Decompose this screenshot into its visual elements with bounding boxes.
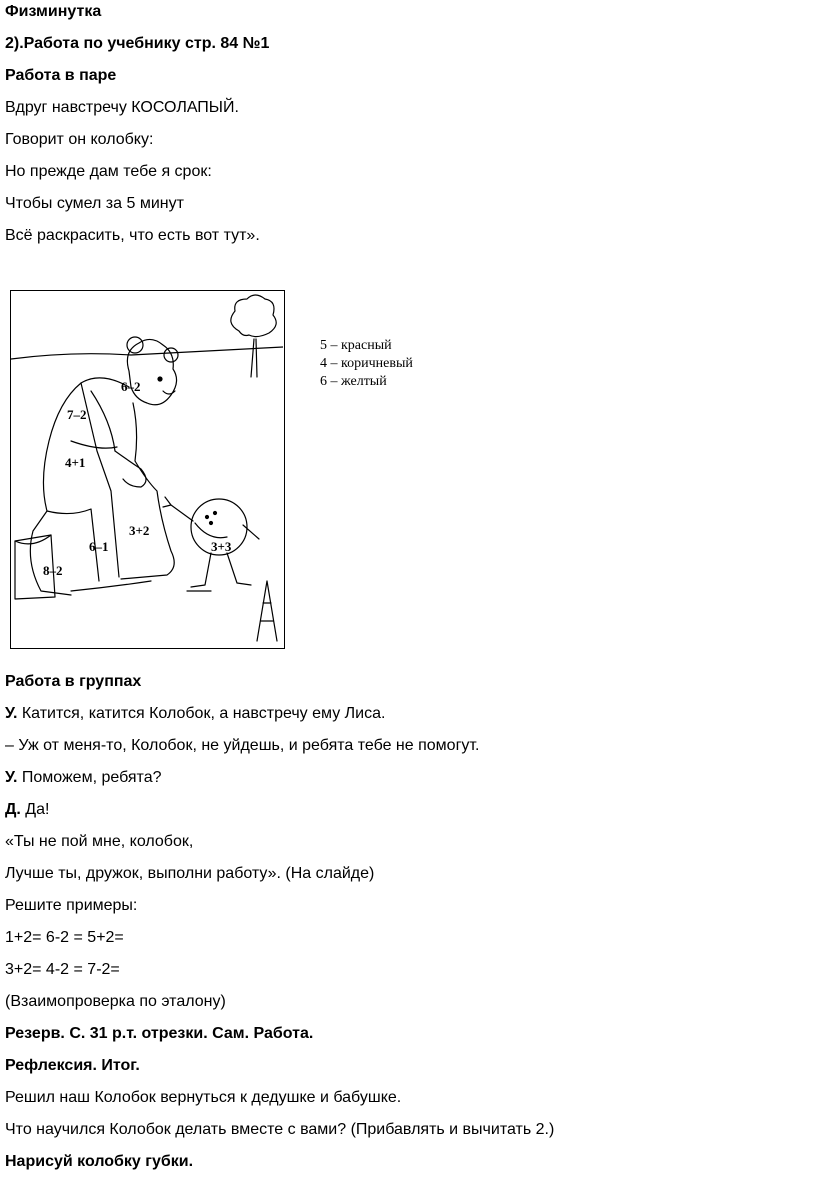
speech-text: Поможем, ребята?: [17, 769, 162, 786]
poem-line-5: Всё раскрасить, что есть вот тут».: [5, 227, 260, 244]
legend-item: 4 – коричневый: [320, 356, 413, 371]
heading-textbook-task: 2).Работа по учебнику стр. 84 №1: [5, 35, 270, 52]
label-kolobok: 3+3: [211, 539, 232, 554]
speech-text: Да!: [20, 801, 50, 818]
reflection-line-1: Решил наш Колобок вернуться к дедушке и бабушке.: [5, 1089, 402, 1106]
heading-pair-work: Работа в паре: [5, 67, 117, 84]
children-line: [5, 800, 49, 820]
label-stump: 8–2: [43, 563, 63, 578]
speaker-label: Д.: [5, 801, 21, 818]
color-legend: [320, 337, 413, 391]
solve-instruction: Решите примеры:: [5, 897, 138, 914]
label-coat: 3+2: [129, 523, 150, 538]
speaker-label: У.: [5, 705, 18, 722]
poem-line-3: Но прежде дам тебе я срок:: [5, 163, 212, 180]
check-note: (Взаимопроверка по эталону): [5, 993, 226, 1010]
teacher-line-2: [5, 768, 162, 788]
bear-kolobok-drawing: [11, 291, 283, 647]
legend-item: 5 – красный: [320, 338, 392, 353]
label-legs: 6–1: [89, 539, 109, 554]
examples-row-2: 3+2= 4-2 = 7-2=: [5, 961, 120, 978]
heading-fizminutka: Физминутка: [5, 3, 102, 20]
poem-line-7: Лучше ты, дружок, выполни работу». (На слайде): [5, 865, 375, 882]
legend-item: 6 – желтый: [320, 374, 387, 389]
heading-reflection: Рефлексия. Итог.: [5, 1057, 140, 1074]
reflection-line-2: Что научился Колобок делать вместе с вами? (Прибавлять и вычитать 2.): [5, 1121, 555, 1138]
poem-line-2: Говорит он колобку:: [5, 131, 154, 148]
speech-text: Катится, катится Колобок, а навстречу ему Лиса.: [17, 705, 386, 722]
examples-row-1: 1+2= 6-2 = 5+2=: [5, 929, 124, 946]
poem-line-4: Чтобы сумел за 5 минут: [5, 195, 184, 212]
coloring-picture: [10, 290, 285, 649]
heading-group-work: Работа в группах: [5, 673, 142, 690]
fox-line: – Уж от меня-то, Колобок, не уйдешь, и ребята тебе не помогут.: [5, 737, 480, 754]
poem-line-1: Вдруг навстречу КОСОЛАПЫЙ.: [5, 99, 239, 116]
speaker-label: У.: [5, 769, 18, 786]
teacher-line-1: [5, 704, 385, 724]
poem-line-6: «Ты не пой мне, колобок,: [5, 833, 194, 850]
label-shoulder: 7–2: [67, 407, 87, 422]
heading-draw-lips: Нарисуй колобку губки.: [5, 1153, 194, 1170]
label-head: 6–2: [121, 379, 141, 394]
heading-reserve: Резерв. С. 31 р.т. отрезки. Сам. Работа.: [5, 1025, 314, 1042]
label-arm: 4+1: [65, 455, 86, 470]
